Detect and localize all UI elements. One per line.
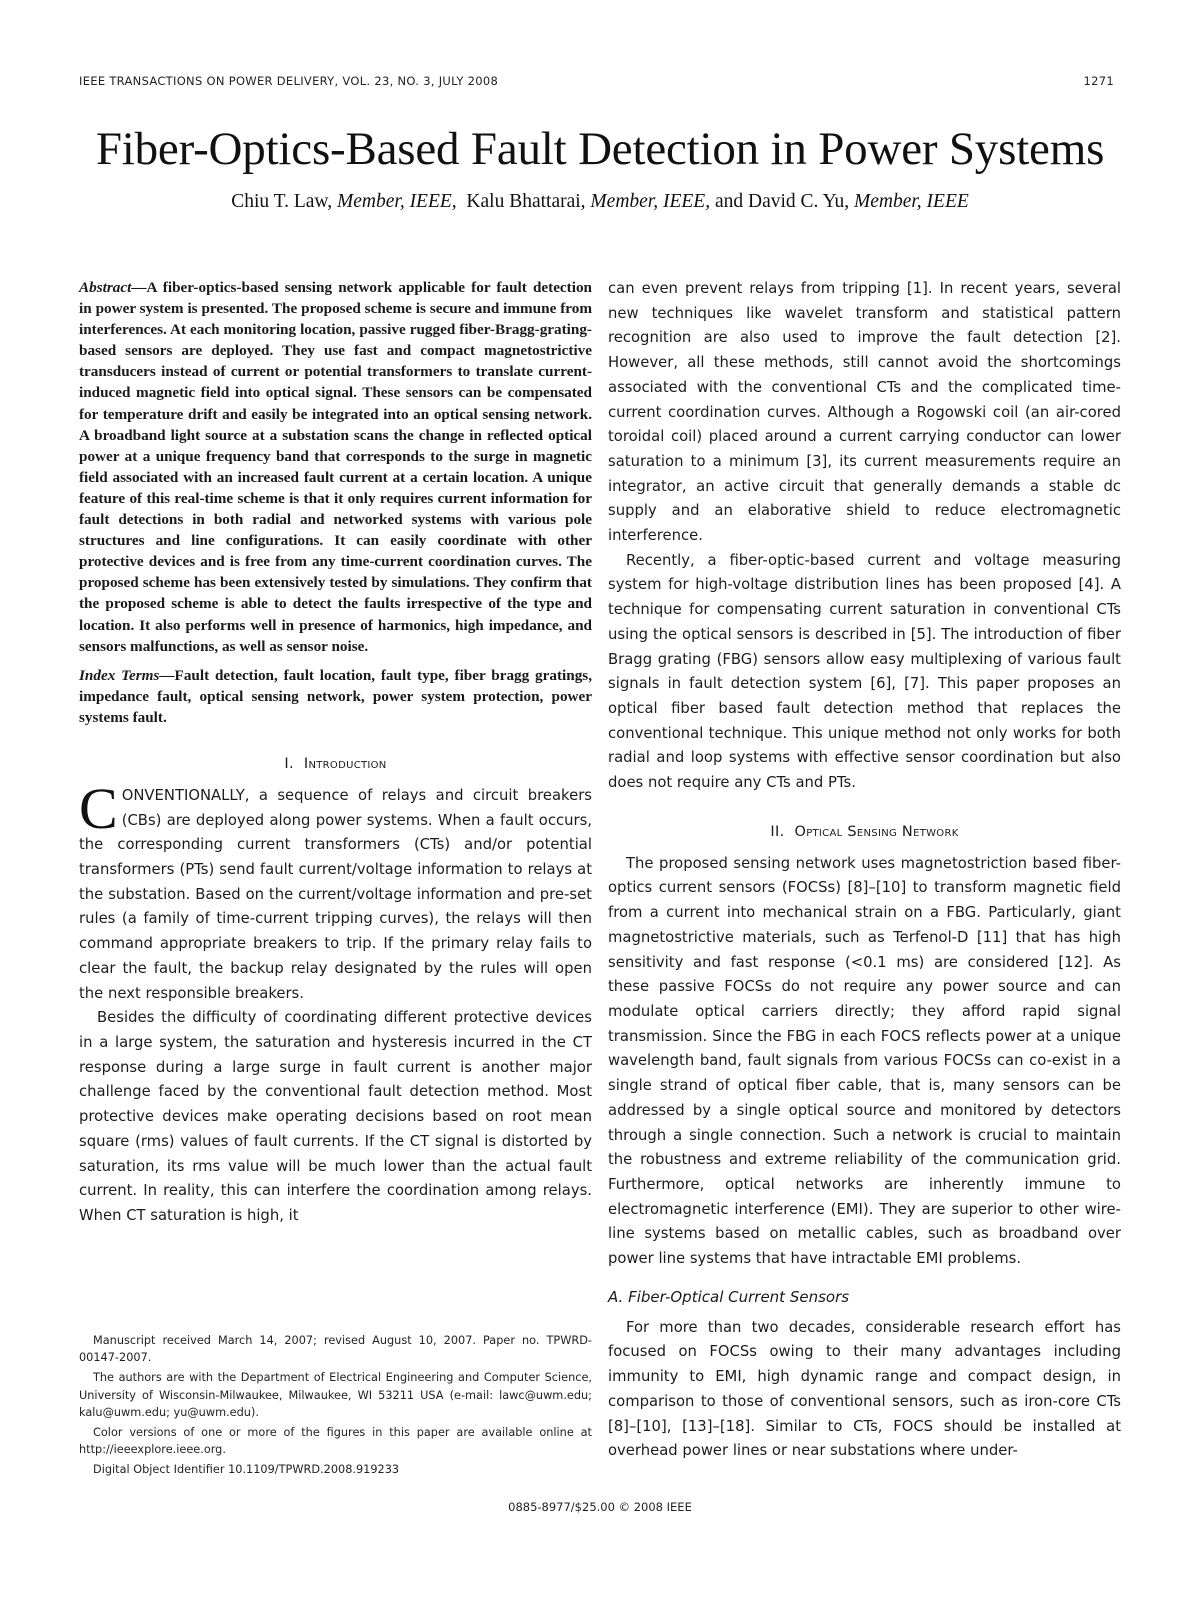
author-membership: Member, IEEE, <box>590 191 711 212</box>
section-number: I. <box>284 755 294 772</box>
left-column <box>79 277 592 1229</box>
author-line <box>0 191 1200 213</box>
index-terms <box>79 665 592 728</box>
journal-citation: IEEE TRANSACTIONS ON POWER DELIVERY, VOL. 23, NO. 3, JULY 2008 <box>79 74 499 88</box>
right-column <box>608 277 1121 1464</box>
section-number: II. <box>770 823 785 840</box>
paper-title: Fiber-Optics-Based Fault Detection in Power Systems <box>95 123 1105 175</box>
intro-paragraph-2: Besides the difficulty of coordinating different protective devices in a large system, the saturation and hysteresis incurred in the CT response during a large surge in fault current is another major challenge faced by the conventional fault detection method. Most protective devices make operating decisions based on root mean square (rms) values of fault currents. If the CT signal is distorted by saturation, its rms value will be much lower than the actual fault current. In reality, this can interfere the coordination among relays. When CT saturation is high, it <box>79 1009 592 1224</box>
subsection-a-paragraph: For more than two decades, considerable research effort has focused on FOCSs owing to their many advantages including immunity to EMI, high dynamic range and compact design, in comparison to those of conventional sensors, such as iron-core CTs [8]–[10], [13]–[18]. Similar to CTs, FOCS should be installed at overhead power lines or near substations where under- <box>608 1318 1121 1460</box>
footnote-manuscript: Manuscript received March 14, 2007; revised August 10, 2007. Paper no. TPWRD-00147-2007. <box>79 1334 592 1365</box>
author-membership: Member, IEEE, <box>337 191 457 212</box>
abstract-text: A fiber-optics-based sensing network applicable for fault detection in power system is presented. The proposed scheme is secure and immune from interferences. At each monitoring location, passive rugged fiber-Bragg-grating-based sensors are deployed. They use fast and compact magnetostrictive transducers instead of current or potential transformers to translate current-induced magnetic field into optical signal. These sensors can be compensated for temperature drift and easily be integrated into an optical sensing network. A broadband light source at a substation scans the change in reflected optical power at a unique frequency band that corresponds to the surge in magnetic field associated with an increased fault current at a certain location. A unique feature of this real-time scheme is that it only requires current information for fault detections in both radial and networked systems with various pole structures and line configurations. It can easily coordinate with other protective devices and is free from any time-current coordination curves. The proposed scheme has been extensively tested by simulations. They confirm that the proposed scheme is able to detect the faults irrespective of the type and location. It also performs well in presence of harmonics, high impedance, and sensors malfunctions, as well as sensor noise. <box>79 279 592 655</box>
footnote-affiliation: The authors are with the Department of Electrical Engineering and Computer Science, University of Wisconsin-Milwaukee, Milwaukee, WI 53211 USA (e-mail: lawc@uwm.edu; kalu@uwm.edu; yu@uwm.edu). <box>79 1371 592 1419</box>
section-heading-optical-sensing-network <box>608 824 1121 840</box>
author-name: David C. Yu, <box>748 191 850 212</box>
author-conjunction: and <box>714 191 744 212</box>
footnote-color-versions: Color versions of one or more of the figures in this paper are available online at http://ieeexplore.ieee.org. <box>79 1426 592 1457</box>
author-name: Chiu T. Law, <box>231 191 333 212</box>
copyright-line: 0885-8977/$25.00 © 2008 IEEE <box>508 1500 692 1514</box>
section-2-paragraph: The proposed sensing network uses magnetostriction based fiber-optics current sensors (FOCSs) [8]–[10] to transform magnetic field from a current into mechanical strain on a FBG. Particularly, giant magnetostrictive materials, such as Terfenol-D [11] that has high sensitivity and fast response (<0.1 ms) are considered [12]. As these passive FOCSs do not require any power source and can modulate optical carriers directly; they afford rapid signal transmission. Since the FBG in each FOCS reflects power at a unique wavelength band, fault signals from various FOCSs can co-exist in a single strand of optical fiber cable, that is, many sensors can be addressed by a single optical source and monitored by detectors through a single connection. Such a network is crucial to maintain the robustness and extreme reliability of the communication grid. Furthermore, optical networks are inherently immune to electromagnetic interference (EMI). They are superior to other wire-line systems based on metallic cables, such as broadband over power line systems that have intractable EMI problems. <box>608 854 1121 1268</box>
page-number: 1271 <box>1083 74 1114 88</box>
intro-paragraph-1 <box>79 775 592 1006</box>
abstract <box>79 277 592 657</box>
index-terms-text: Fault detection, fault location, fault type, fiber bragg gratings, impedance fault, optical sensing network, power system protection, power systems fault. <box>79 666 592 726</box>
author-name: Kalu Bhattarai, <box>466 191 586 212</box>
footnote-doi: Digital Object Identifier 10.1109/TPWRD.2008.919233 <box>93 1463 400 1477</box>
running-header <box>79 74 1114 88</box>
section-heading-introduction <box>79 756 592 772</box>
abstract-label: Abstract— <box>79 279 147 296</box>
section-title: Introduction <box>303 755 387 772</box>
author-membership: Member, IEEE <box>853 191 969 212</box>
section-title: Optical Sensing Network <box>794 823 959 840</box>
paragraph-text: ONVENTIONALLY, a sequence of relays and circuit breakers (CBs) are deployed along power systems. When a fault occurs, the corresponding current transformers (CTs) and/or potential transformers (PTs) send fault current/voltage information to relays at the substation. Based on the current/voltage information and pre-set rules (a family of time-current tripping curves), the relays will then command appropriate breakers to trip. If the primary relay fails to clear the fault, the backup relay designated by the rules will open the next responsible breakers. <box>79 786 592 1002</box>
subsection-heading-focs: A. Fiber-Optical Current Sensors <box>608 1287 850 1306</box>
index-terms-label: Index Terms— <box>79 666 175 684</box>
body-paragraph-continued: can even prevent relays from tripping [1]. In recent years, several new techniques like wavelet transform and statistical pattern recognition are also used to improve the fault detection [2]. However, all these methods, still cannot avoid the shortcomings associated with the conventional CTs and the complicated time-current coordination curves. Although a Rogowski coil (an air-cored toroidal coil) placed around a current carrying conductor can lower saturation to a minimum [3], its current measurements require an integrator, an active circuit that generally demands a stable dc supply and an elaborative shield to reduce electromagnetic interference. <box>608 280 1121 545</box>
footnotes <box>79 1332 592 1482</box>
body-paragraph-recent-work: Recently, a fiber-optic-based current and voltage measuring system for high-voltage distribution lines has been proposed [4]. A technique for compensating current saturation in conventional CTs using the optical sensors is described in [5]. The introduction of fiber Bragg grating (FBG) sensors allow easy multiplexing of various fault signals in fault detection system [6], [7]. This paper proposes an optical fiber based fault detection method that replaces the conventional technique. This unique method not only works for both radial and loop systems with effective sensor coordination but also does not require any CTs and PTs. <box>608 551 1121 792</box>
drop-cap: C <box>79 775 118 841</box>
